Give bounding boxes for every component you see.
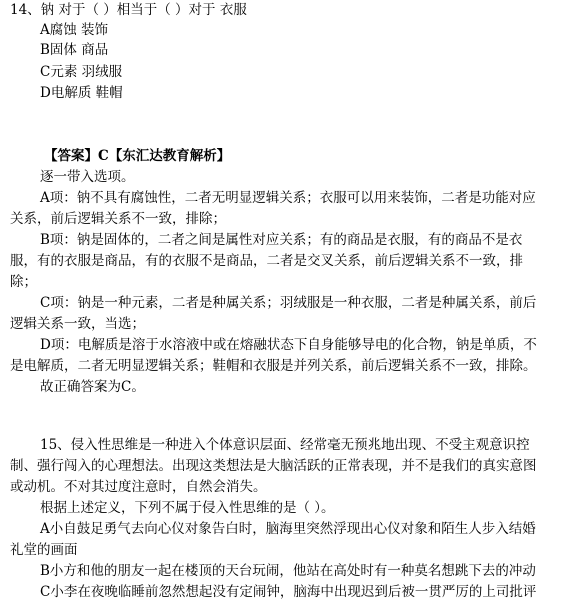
analysis-line: 是电解质，二者无明显逻辑关系；鞋帽和衣服是并列关系，前后逻辑关系不一致，排除。 [10,358,537,374]
analysis-line: D项：电解质是溶于水溶液中或在熔融状态下自身能够导电的化合物，钠是单质，不 [40,337,537,353]
analysis-line: C项：钠是一种元素，二者是种属关系；羽绒服是一种衣服，二者是种属关系，前后 [40,295,537,311]
question-14-option-a: A腐蚀 装饰 [40,22,109,38]
question-15-stem-line: 或动机。不对其过度注意时，自然会消失。 [10,479,267,495]
analysis-conclusion: 故正确答案为C。 [40,379,145,395]
question-14-option-c: C元素 羽绒服 [40,64,123,80]
question-15-option-a: A小自鼓足勇气去向心仪对象告白时，脑海里突然浮现出心仪对象和陌生人步入结婚 [40,521,536,537]
question-14-option-b: B固体 商品 [40,42,109,58]
analysis-line: B项：钠是固体的，二者之间是属性对应关系；有的商品是衣服，有的商品不是衣 [40,232,523,248]
analysis-line: 逐一带入选项。 [40,169,135,185]
question-15-option-c: C小李在夜晚临睡前忽然想起没有定闹钟，脑海中出现迟到后被一贯严厉的上司批评 [40,584,537,600]
analysis-line: 关系，前后逻辑关系不一致，排除； [10,211,226,227]
answer-heading: 【答案】C【东汇达教育解析】 [44,148,231,164]
analysis-line: A项：钠不具有腐蚀性，二者无明显逻辑关系；衣服可以用来装饰，二者是功能对应 [40,190,536,206]
analysis-line: 服，有的衣服是商品，有的衣服不是商品，二者是交叉关系，前后逻辑关系不一致，排 [10,253,523,269]
question-15-stem-line: 15、侵入性思维是一种进入个体意识层面、经常毫无预兆地出现、不受主观意识控 [40,437,530,453]
analysis-line: 逻辑关系一致，当选； [10,316,145,332]
question-15-stem-line: 制、强行闯入的心理想法。出现这类想法是大脑活跃的正常表现，并不是我们的真实意图 [10,458,537,474]
question-14-title: 14、钠 对于（ ）相当于（ ）对于 衣服 [10,2,247,18]
question-15-prompt: 根据上述定义，下列不属于侵入性思维的是（ ）。 [40,500,335,516]
question-15-option-a-cont: 礼堂的画面 [10,542,78,558]
analysis-line: 除； [10,274,37,290]
question-15-option-b: B小方和他的朋友一起在楼顶的天台玩闹，他站在高处时有一种莫名想跳下去的冲动 [40,563,536,579]
question-14-option-d: D电解质 鞋帽 [40,85,123,101]
